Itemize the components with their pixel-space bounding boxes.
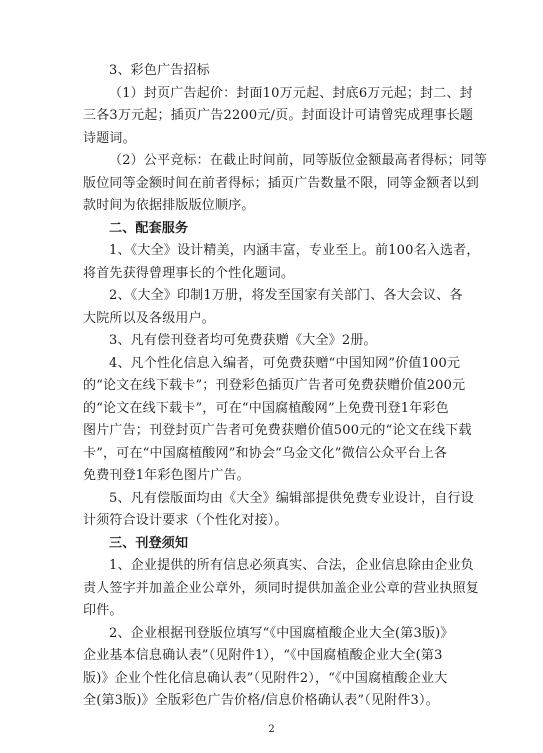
text-line: 版)》企业个性化信息确认表”（见附件2），“《中国腐植酸企业大: [83, 670, 448, 686]
text-line: 图片广告；刊登封页广告者可免费获赠价值500元的“论文在线下载: [83, 423, 472, 438]
text-line: 免费刊登1年彩色图片广告。: [83, 468, 250, 483]
text-line: 企业基本信息确认表”（见附件1），“《中国腐植酸企业大全(第3: [83, 648, 443, 663]
text-line: 大院所以及各级用户。: [83, 310, 216, 326]
text-line: 的“论文在线下载卡”；刊登彩色插页广告者可免费获赠价值200元: [83, 378, 466, 393]
text-line: 4、凡个性化信息入编者，可免费获赠“中国知网”价值100元: [109, 355, 461, 371]
text-line: （1）封页广告起价：封面10万元起、封底6万元起；封二、封: [109, 85, 473, 101]
text-line: 3、彩色广告招标: [109, 63, 210, 78]
text-line: 5、凡有偿版面均由《大全》编辑部提供免费专业设计，自行设: [109, 490, 474, 506]
text-line: 2、《大全》印制1万册，将发至国家有关部门、各大会议、各: [109, 288, 463, 303]
text-line: 的“论文在线下载卡”，可在“中国腐植酸网”上免费刊登1年彩色: [83, 400, 449, 416]
text-line: 2、企业根据刊登版位填写“《中国腐植酸企业大全(第3版)》: [109, 625, 454, 641]
section-heading: 三、刊登须知: [109, 535, 189, 551]
document-body: [83, 60, 488, 713]
text-line: 1、《大全》设计精美，内涵丰富，专业至上。前100名入选者，: [109, 243, 480, 258]
text-line: 印件。: [83, 603, 123, 618]
text-line: 三各3万元起；插页广告2200元/页。封面设计可请曾宪成理事长题: [83, 108, 474, 123]
text-line: 诗题词。: [83, 130, 136, 146]
text-line: 1、企业提供的所有信息必须真实、合法，企业信息除由企业负: [109, 558, 474, 573]
text-line: 版位同等金额时间在前者得标；插页广告数量不限，同等金额者以到: [83, 175, 480, 191]
section-heading: 二、配套服务: [109, 220, 189, 236]
text-line: 卡”，可在“中国腐植酸网”和协会“乌金文化”微信公众平台上各: [83, 445, 448, 461]
text-line: （2）公平竞标：在截止时间前，同等版位金额最高者得标；同等: [109, 153, 488, 168]
text-line: 计须符合设计要求（个性化对接）。: [83, 513, 288, 528]
text-line: 责人签字并加盖企业公章外，须同时提供加盖企业公章的营业执照复: [83, 580, 480, 596]
text-line: 全(第3版)》全版彩色广告价格/信息价格确认表”（见附件3）。: [83, 693, 439, 708]
page-number: 2: [268, 724, 275, 735]
text-line: 将首先获得曾理事长的个性化题词。: [83, 265, 295, 281]
text-line: 3、凡有偿刊登者均可免费获赠《大全》2册。: [109, 333, 377, 348]
text-line: 款时间为依据排版版位顺序。: [83, 198, 255, 213]
